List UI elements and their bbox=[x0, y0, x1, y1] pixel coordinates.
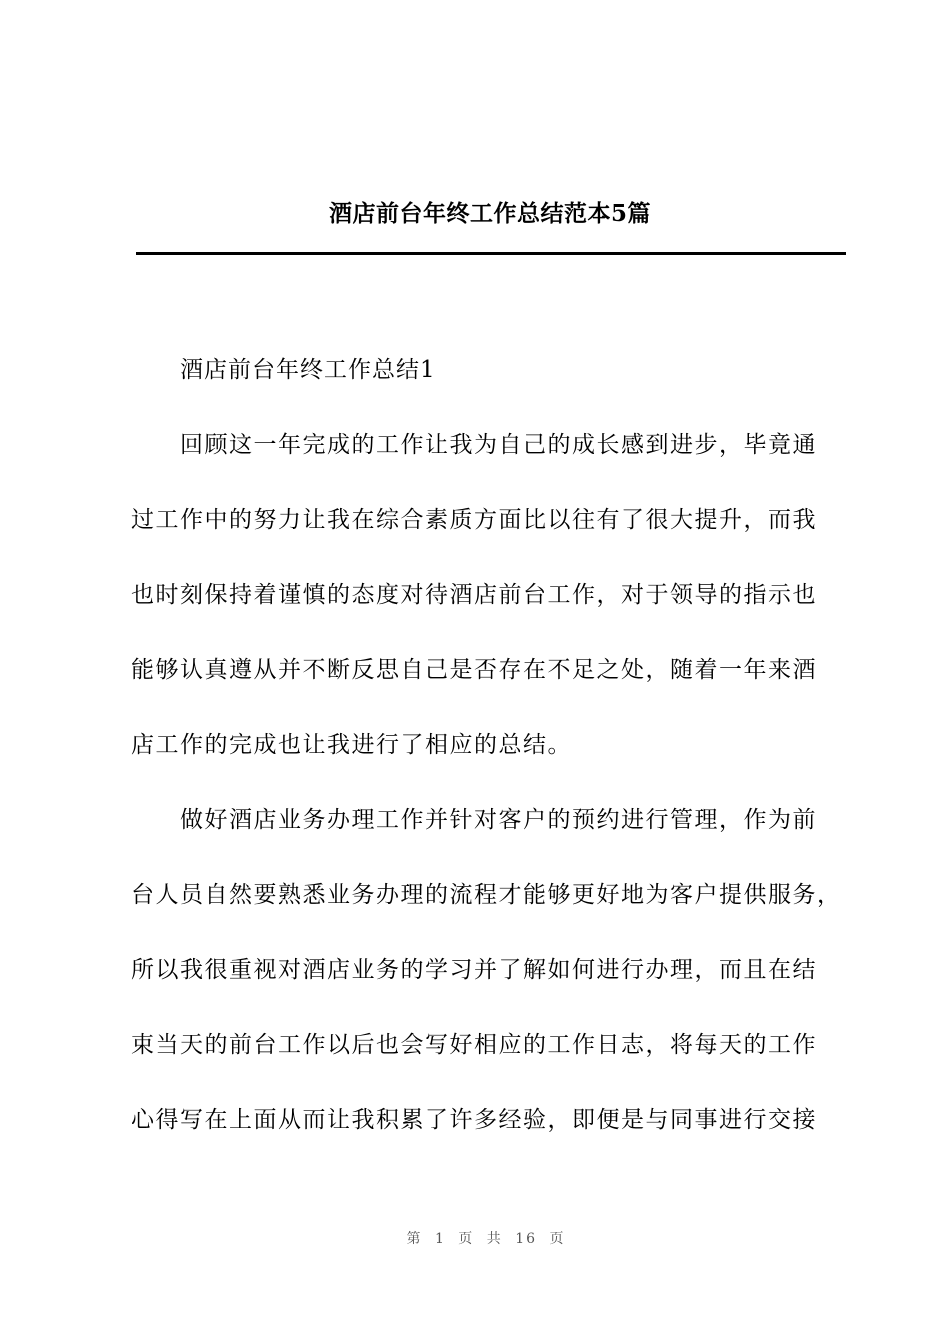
paragraph-line: 能够认真遵从并不断反思自己是否存在不足之处，随着一年来酒 bbox=[131, 657, 817, 683]
paragraph-line: 心得写在上面从而让我积累了许多经验，即便是与同事进行交接 bbox=[131, 1107, 817, 1133]
paragraph-line: 过工作中的努力让我在综合素质方面比以往有了很大提升，而我 bbox=[131, 507, 817, 533]
title-divider bbox=[136, 252, 846, 255]
paragraph-line: 回顾这一年完成的工作让我为自己的成长感到进步，毕竟通 bbox=[180, 432, 817, 458]
page-number-footer: 第 1 页 共 16 页 bbox=[406, 1231, 566, 1247]
section-heading: 酒店前台年终工作总结1 bbox=[180, 357, 436, 383]
paragraph-line: 所以我很重视对酒店业务的学习并了解如何进行办理，而且在结 bbox=[131, 957, 817, 983]
paragraph-line: 束当天的前台工作以后也会写好相应的工作日志，将每天的工作 bbox=[131, 1032, 817, 1058]
paragraph-line: 店工作的完成也让我进行了相应的总结。 bbox=[131, 732, 572, 758]
paragraph-line: 台人员自然要熟悉业务办理的流程才能够更好地为客户提供服务， bbox=[131, 882, 842, 908]
paragraph-line: 也时刻保持着谨慎的态度对待酒店前台工作，对于领导的指示也 bbox=[131, 582, 817, 608]
paragraph-line: 做好酒店业务办理工作并针对客户的预约进行管理，作为前 bbox=[180, 807, 817, 833]
document-title: 酒店前台年终工作总结范本5篇 bbox=[328, 200, 651, 227]
